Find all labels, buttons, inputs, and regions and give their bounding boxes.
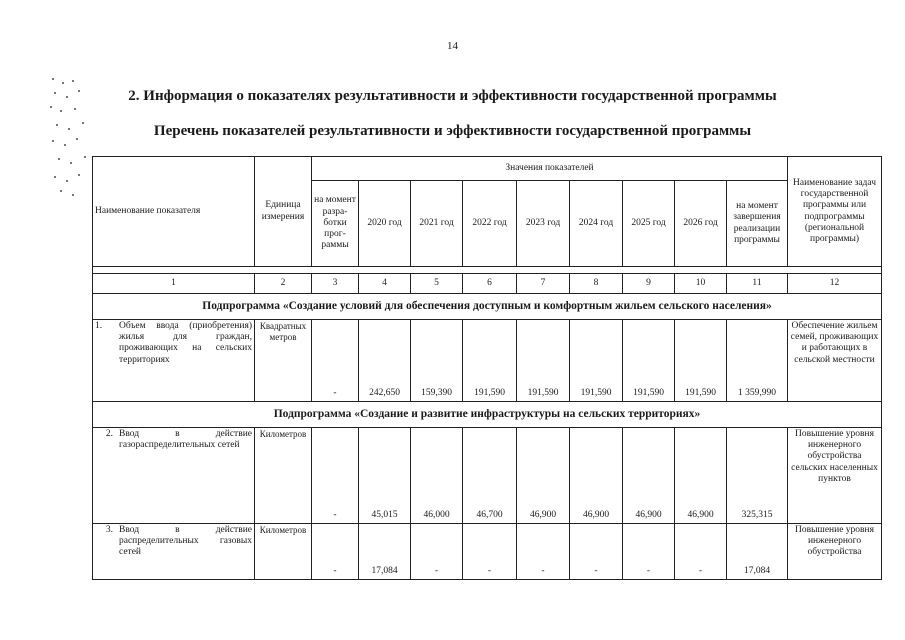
header-year: 2020 год (359, 181, 411, 267)
header-unit: Единица измерения (255, 157, 312, 267)
header-year: 2025 год (623, 181, 675, 267)
value-cell: 242,650 (359, 320, 411, 402)
value-cell: 46,900 (570, 428, 623, 524)
indicator-name: Объем ввода (приобретения) жилья для граждан, проживающих на сельских территориях (119, 321, 252, 365)
unit-cell: Километров (255, 524, 312, 580)
row-number: 2. (105, 429, 113, 439)
column-number: 6 (463, 274, 517, 294)
value-cell: 1 359,990 (727, 320, 788, 402)
value-cell: 191,590 (623, 320, 675, 402)
column-number: 1 (93, 274, 255, 294)
header-year: 2023 год (517, 181, 570, 267)
header-year: 2021 год (411, 181, 463, 267)
value-cell: 159,390 (411, 320, 463, 402)
table-title: Перечень показателей результативности и эффективности государственной программы (153, 123, 752, 139)
value-cell: 46,000 (411, 428, 463, 524)
value-cell: - (675, 524, 727, 580)
header-year: 2024 год (570, 181, 623, 267)
value-cell: - (312, 428, 359, 524)
value-cell: 191,590 (517, 320, 570, 402)
table-row (93, 524, 882, 580)
column-number: 4 (359, 274, 411, 294)
value-cell: - (312, 524, 359, 580)
value-cell: - (570, 524, 623, 580)
value-cell: - (411, 524, 463, 580)
table-row (93, 320, 882, 402)
task-cell: Повышение уровня инженерного обустройства (788, 524, 882, 580)
value-cell: 46,700 (463, 428, 517, 524)
column-number: 2 (255, 274, 312, 294)
value-cell: 46,900 (623, 428, 675, 524)
value-cell: - (623, 524, 675, 580)
header-name: Наименование показателя (93, 157, 255, 267)
column-number: 3 (312, 274, 359, 294)
section-heading: 2. Информация о показателях результативности и эффективности государственной программы (128, 88, 777, 104)
value-cell: - (517, 524, 570, 580)
column-numbers-row (93, 274, 882, 294)
value-cell: 17,084 (727, 524, 788, 580)
header-at-completion: на момент завершения реализации программы (727, 181, 788, 267)
indicator-name: Ввод в действие газораспределительных сетей (119, 429, 252, 451)
value-cell: 46,900 (517, 428, 570, 524)
page-number: 14 (447, 40, 458, 52)
value-cell: 325,315 (727, 428, 788, 524)
task-cell: Повышение уровня инженерного обустройства сельских населенных пунктов (788, 428, 882, 524)
value-cell: 45,015 (359, 428, 411, 524)
value-cell: 191,590 (463, 320, 517, 402)
table-row (93, 428, 882, 524)
column-number: 7 (517, 274, 570, 294)
column-number: 5 (411, 274, 463, 294)
column-number: 10 (675, 274, 727, 294)
row-number: 3. (105, 525, 113, 535)
indicators-table (92, 156, 882, 580)
header-year: 2022 год (463, 181, 517, 267)
subprogram-heading: Подпрограмма «Создание и развитие инфраструктуры на сельских территориях» (93, 402, 882, 428)
subprogram-heading: Подпрограмма «Создание условий для обеспечения доступным и комфортным жильем сельского населения» (93, 294, 882, 320)
value-cell: 191,590 (675, 320, 727, 402)
indicator-name-cell (93, 320, 255, 402)
header-tasks: Наименование задач государственной программы или подпрограммы (региональной программы) (788, 157, 882, 267)
indicator-name-cell (93, 428, 255, 524)
header-at-development: на момент разра-ботки прог-раммы (312, 181, 359, 267)
value-cell: 46,900 (675, 428, 727, 524)
indicator-name-cell (93, 524, 255, 580)
row-number: 1. (95, 321, 103, 331)
header-year: 2026 год (675, 181, 727, 267)
value-cell: 17,084 (359, 524, 411, 580)
task-cell: Обеспечение жильем семей, проживающих и работающих в сельской местности (788, 320, 882, 402)
column-number: 9 (623, 274, 675, 294)
header-values-group: Значения показателей (312, 157, 788, 181)
value-cell: 191,590 (570, 320, 623, 402)
value-cell: - (463, 524, 517, 580)
column-number: 11 (727, 274, 788, 294)
unit-cell: Квадратных метров (255, 320, 312, 402)
value-cell: - (312, 320, 359, 402)
column-number: 12 (788, 274, 882, 294)
unit-cell: Километров (255, 428, 312, 524)
column-number: 8 (570, 274, 623, 294)
indicator-name: Ввод в действие распределительных газовых сетей (119, 525, 252, 558)
